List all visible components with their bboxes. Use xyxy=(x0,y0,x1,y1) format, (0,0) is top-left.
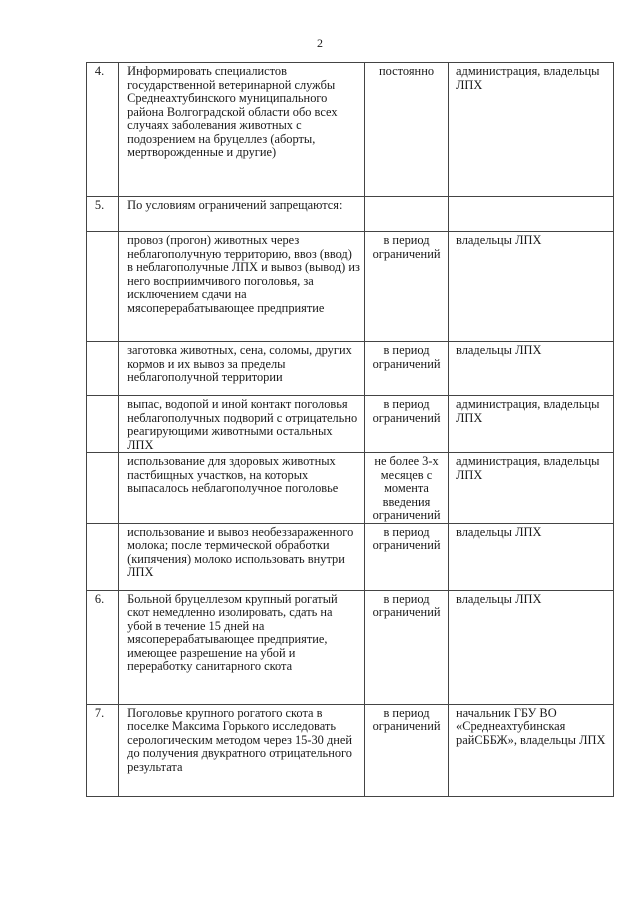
measure-responsible: владельцы ЛПХ xyxy=(449,342,614,396)
measure-text: По условиям ограничений запрещаются: xyxy=(119,197,365,232)
row-number: 6. xyxy=(87,590,119,704)
table-row xyxy=(87,197,614,232)
measure-responsible xyxy=(449,197,614,232)
table-row xyxy=(87,523,614,590)
measure-responsible: администрация, владельцы ЛПХ xyxy=(449,63,614,197)
measure-term: в период ограничений xyxy=(365,396,449,453)
measure-text: использование и вывоз необеззараженного молока; после термической обработки (кипячения) молоко использовать внутри ЛПХ xyxy=(119,523,365,590)
measure-responsible: администрация, владельцы ЛПХ xyxy=(449,453,614,524)
measure-text: выпас, водопой и иной контакт поголовья неблагополучных подворий с отрицательно реагирующими животными остальных ЛПХ xyxy=(119,396,365,453)
page-number: 2 xyxy=(317,36,323,50)
measure-term xyxy=(365,197,449,232)
measure-text: провоз (прогон) животных через неблагополучную территорию, ввоз (ввод) в неблагополучные ЛПХ и вывоз (вывод) из него восприимчивого поголовья, за исключением сдачи на мясоперерабатывающее предприятие xyxy=(119,232,365,342)
measure-text: Информировать специалистов государственной ветеринарной службы Среднеахтубинского муниципального района Волгоградской области обо всех случаях заболевания животных с подозрением на бруцеллез (аборты, мертворожденные и другие) xyxy=(119,63,365,197)
measure-text: заготовка животных, сена, соломы, других кормов и их вывоз за пределы неблагополучной территории xyxy=(119,342,365,396)
table-row xyxy=(87,63,614,197)
measure-term: в период ограничений xyxy=(365,342,449,396)
row-number: 7. xyxy=(87,704,119,796)
table-row xyxy=(87,342,614,396)
measure-responsible: начальник ГБУ ВО «Среднеахтубинская райСББЖ», владельцы ЛПХ xyxy=(449,704,614,796)
measure-term: в период ограничений xyxy=(365,523,449,590)
table-row xyxy=(87,232,614,342)
row-number: 5. xyxy=(87,197,119,232)
table-row xyxy=(87,453,614,524)
row-number xyxy=(87,453,119,524)
row-number xyxy=(87,232,119,342)
row-number xyxy=(87,523,119,590)
row-number xyxy=(87,396,119,453)
measure-responsible: владельцы ЛПХ xyxy=(449,590,614,704)
table-row xyxy=(87,590,614,704)
table-row xyxy=(87,396,614,453)
measure-responsible: администрация, владельцы ЛПХ xyxy=(449,396,614,453)
measure-term: в период ограничений xyxy=(365,590,449,704)
measure-term: постоянно xyxy=(365,63,449,197)
measure-responsible: владельцы ЛПХ xyxy=(449,523,614,590)
measure-term: не более 3-х месяцев с момента введения ограничений xyxy=(365,453,449,524)
measure-text: использование для здоровых животных пастбищных участков, на которых выпасалось неблагополучное поголовье xyxy=(119,453,365,524)
measure-responsible: владельцы ЛПХ xyxy=(449,232,614,342)
measure-text: Больной бруцеллезом крупный рогатый скот немедленно изолировать, сдать на убой в течение 15 дней на мясоперерабатывающее предприятие, имеющее разрешение на убой и переработку санитарного скота xyxy=(119,590,365,704)
row-number: 4. xyxy=(87,63,119,197)
measures-table xyxy=(86,62,614,797)
row-number xyxy=(87,342,119,396)
measure-term: в период ограничений xyxy=(365,704,449,796)
table-row xyxy=(87,704,614,796)
measure-term: в период ограничений xyxy=(365,232,449,342)
measure-text: Поголовье крупного рогатого скота в поселке Максима Горького исследовать серологическим методом через 15-30 дней до получения двукратного отрицательного результата xyxy=(119,704,365,796)
